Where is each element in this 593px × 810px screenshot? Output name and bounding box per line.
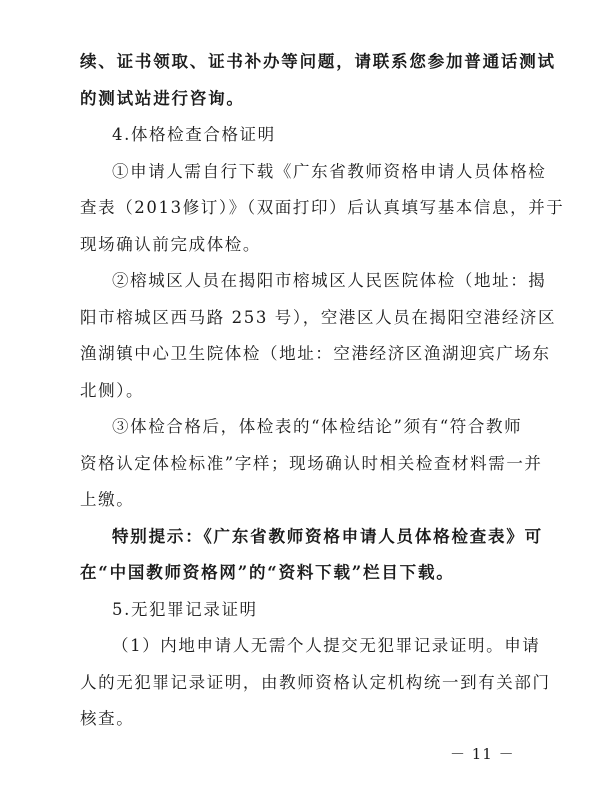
text-line-3: 4.体格检查合格证明 (112, 125, 276, 144)
text-line-11: ③体检合格后，体检表的“体检结论”须有“符合教师 (112, 417, 523, 436)
text-line-17: （1）内地申请人无需个人提交无犯罪记录证明。申请 (112, 636, 541, 655)
text-line-6: 现场确认前完成体检。 (80, 235, 261, 254)
text-line-18: 人的无犯罪记录证明，由教师资格认定机构统一到有关部门 (80, 673, 551, 692)
text-line-8: 阳市榕城区西马路 253 号），空港区人员在揭阳空港经济区 (80, 308, 557, 327)
text-line-5: 查表（2013修订）》（双面打印）后认真填写基本信息，并于 (80, 198, 565, 217)
text-line-13: 上缴。 (80, 490, 135, 509)
text-line-10: 北侧）。 (80, 381, 145, 400)
text-line-15: 在“中国教师资格网”的“资料下载”栏目下载。 (80, 563, 455, 582)
text-line-2: 的测试站进行咨询。 (80, 89, 245, 108)
text-line-1: 续、证书领取、证书补办等问题，请联系您参加普通话测试 (80, 52, 556, 71)
text-line-4: ①申请人需自行下载《广东省教师资格申请人员体格检 (112, 162, 547, 181)
text-line-16: 5.无犯罪记录证明 (112, 600, 258, 619)
text-line-7: ②榕城区人员在揭阳市榕城区人民医院体检（地址：揭 (112, 271, 547, 290)
text-line-14: 特别提示：《广东省教师资格申请人员体格检查表》可 (112, 527, 543, 546)
text-line-12: 资格认定体检标准”字样；现场确认时相关检查材料需一并 (80, 454, 543, 473)
page-number: － 11 － (450, 745, 515, 763)
text-line-9: 渔湖镇中心卫生院体检（地址：空港经济区渔湖迎宾广场东 (80, 344, 551, 363)
text-line-19: 核查。 (80, 709, 135, 728)
